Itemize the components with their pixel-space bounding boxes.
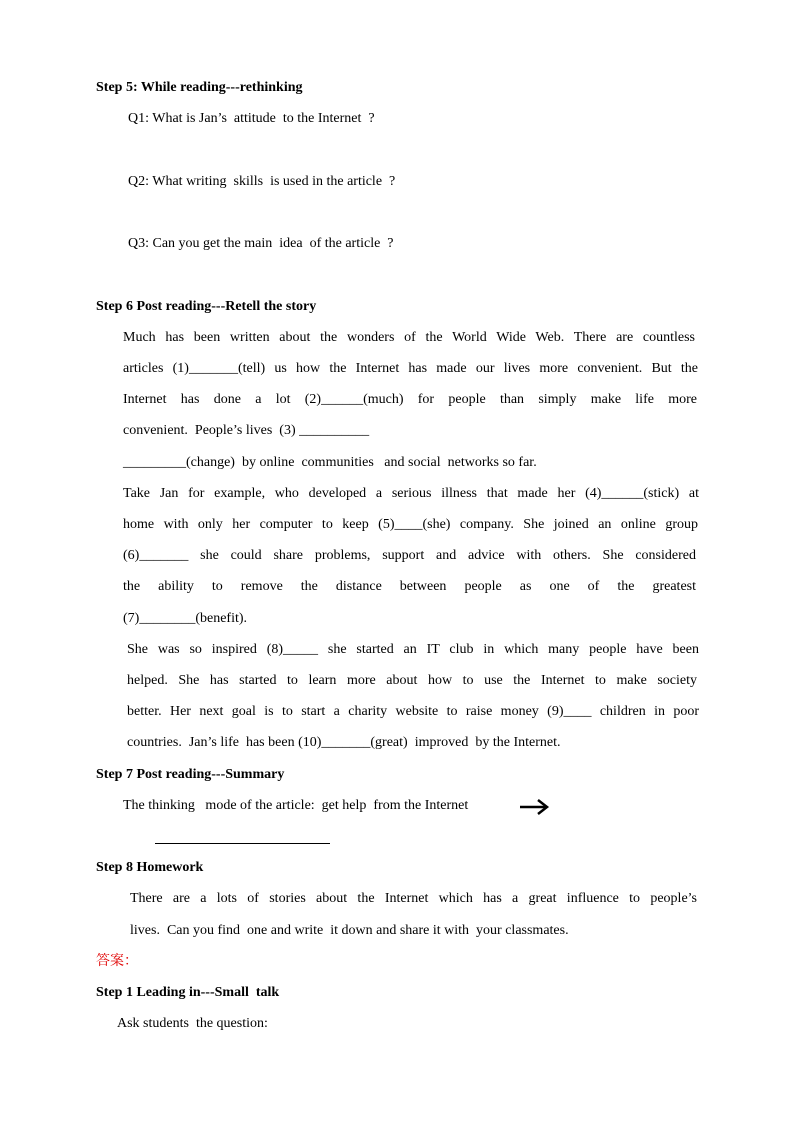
retell-line: (7)________(benefit). bbox=[123, 611, 248, 626]
question-2: Q2: What writing skills is used in the article ? bbox=[128, 174, 396, 189]
retell-line: _________(change) by online communities and social networks so far. bbox=[123, 455, 537, 470]
step6-heading: Step 6 Post reading---Retell the story bbox=[96, 299, 317, 314]
step5-heading: Step 5: While reading---rethinking bbox=[96, 80, 303, 95]
homework-line: lives. Can you find one and write it down and share it with your classmates. bbox=[130, 923, 569, 938]
summary-blank bbox=[155, 843, 330, 844]
retell-line: countries. Jan’s life has been (10)_______(great) improved by the Internet. bbox=[127, 735, 561, 750]
retell-line: convenient. People’s lives (3) __________ bbox=[123, 423, 370, 438]
step7-heading: Step 7 Post reading---Summary bbox=[96, 767, 285, 782]
question-1: Q1: What is Jan’s attitude to the Internet ? bbox=[128, 111, 375, 126]
retell-line: Internet has done a lot (2)______(much) for people than simply make life more bbox=[123, 392, 697, 407]
retell-line: the ability to remove the distance between people as one of the greatest bbox=[123, 579, 696, 594]
retell-line: better. Her next goal is to start a charity website to raise money (9)____ children in poor bbox=[127, 704, 699, 719]
retell-line: articles (1)_______(tell) us how the Internet has made our lives more convenient. But the bbox=[123, 361, 698, 376]
answer-label: 答案： bbox=[96, 954, 138, 969]
step1-text: Ask students the question: bbox=[117, 1016, 268, 1031]
retell-line: (6)_______ she could share problems, support and advice with others. She considered bbox=[123, 548, 696, 563]
step1-heading: Step 1 Leading in---Small talk bbox=[96, 985, 280, 1000]
homework-line: There are a lots of stories about the Internet which has a great influence to people’s bbox=[130, 891, 697, 906]
retell-line: Much has been written about the wonders of the World Wide Web. There are countless bbox=[123, 330, 695, 345]
retell-line: She was so inspired (8)_____ she started an IT club in which many people have been bbox=[127, 642, 699, 657]
question-3: Q3: Can you get the main idea of the article ? bbox=[128, 236, 394, 251]
retell-line: Take Jan for example, who developed a serious illness that made her (4)______(stick) at bbox=[123, 486, 699, 501]
summary-text: The thinking mode of the article: get help from the Internet bbox=[123, 798, 469, 813]
retell-line: helped. She has started to learn more about how to use the Internet to make society bbox=[127, 673, 697, 688]
retell-line: home with only her computer to keep (5)____(she) company. She joined an online group bbox=[123, 517, 698, 532]
right-arrow-icon bbox=[518, 797, 552, 817]
step8-heading: Step 8 Homework bbox=[96, 860, 204, 875]
